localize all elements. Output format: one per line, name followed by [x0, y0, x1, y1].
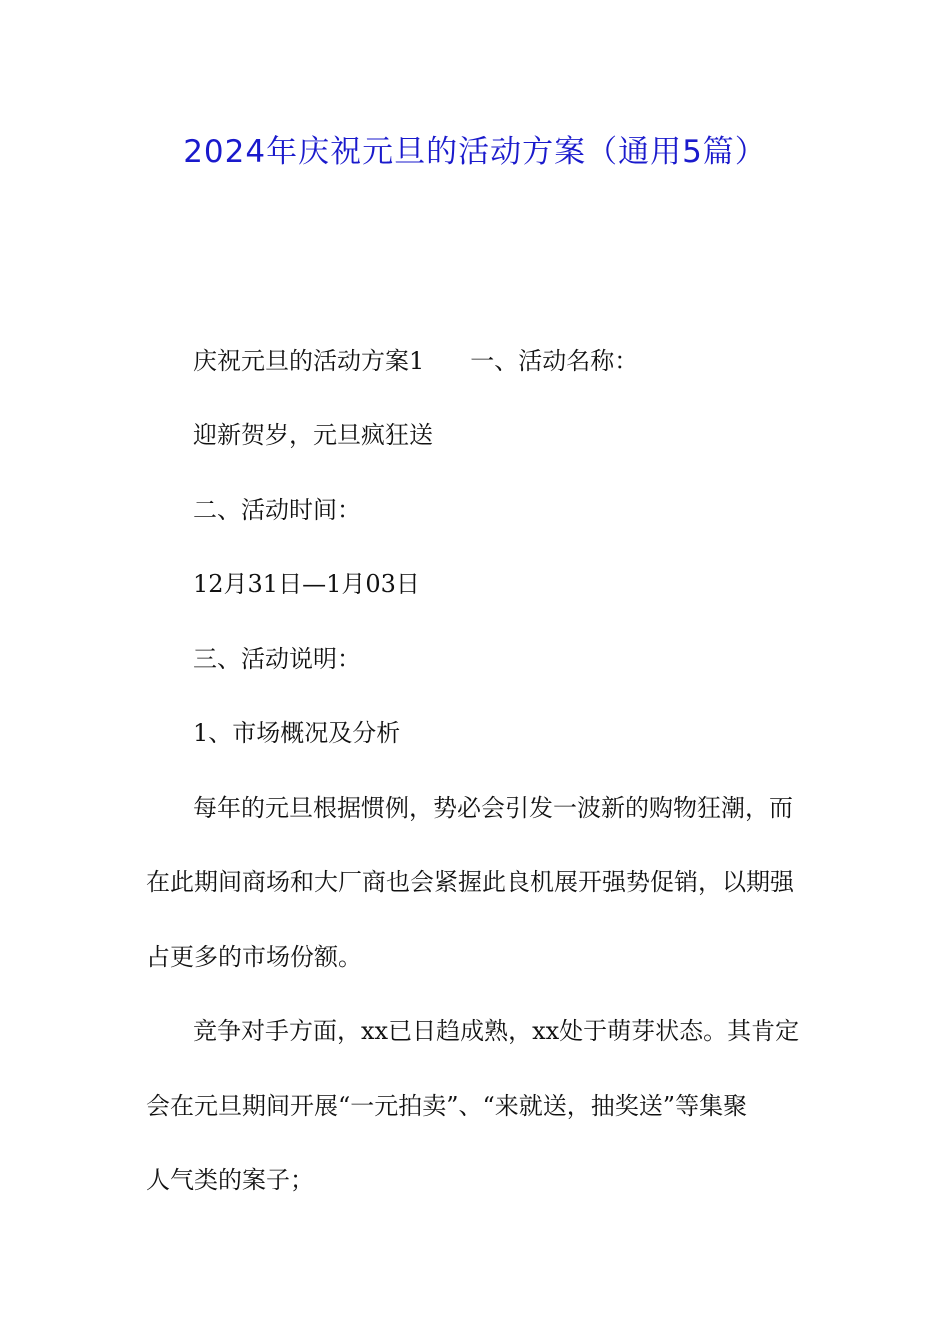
document-title: 2024年庆祝元旦的活动方案（通用5篇） [183, 134, 767, 170]
paragraph-competition-line-1: 竞争对手方面，xx已日趋成熟，xx处于萌芽状态。其肯定 [193, 1017, 800, 1045]
paragraph-market-line-2: 在此期间商场和大厂商也会紧握此良机展开强势促销，以期强 [146, 868, 794, 896]
section-title-line [193, 345, 638, 377]
activity-time-text: 12月31日—1月03日 [193, 570, 420, 598]
heading-activity-description: 三、活动说明： [193, 645, 361, 673]
paragraph-competition-line-3: 人气类的案子； [146, 1166, 314, 1194]
paragraph-market-line-3: 占更多的市场份额。 [146, 943, 362, 971]
section-title: 庆祝元旦的活动方案1 [193, 347, 425, 375]
paragraph-competition-line-2: 会在元旦期间开展“一元拍卖”、“来就送，抽奖送”等集聚 [146, 1092, 748, 1120]
heading-activity-time: 二、活动时间： [193, 496, 361, 524]
heading-activity-name: 一、活动名称： [470, 347, 639, 375]
activity-name-text: 迎新贺岁，元旦疯狂送 [193, 421, 433, 449]
paragraph-market-line-1: 每年的元旦根据惯例，势必会引发一波新的购物狂潮，而 [193, 794, 793, 822]
subheading-market-analysis: 1、市场概况及分析 [193, 719, 401, 747]
